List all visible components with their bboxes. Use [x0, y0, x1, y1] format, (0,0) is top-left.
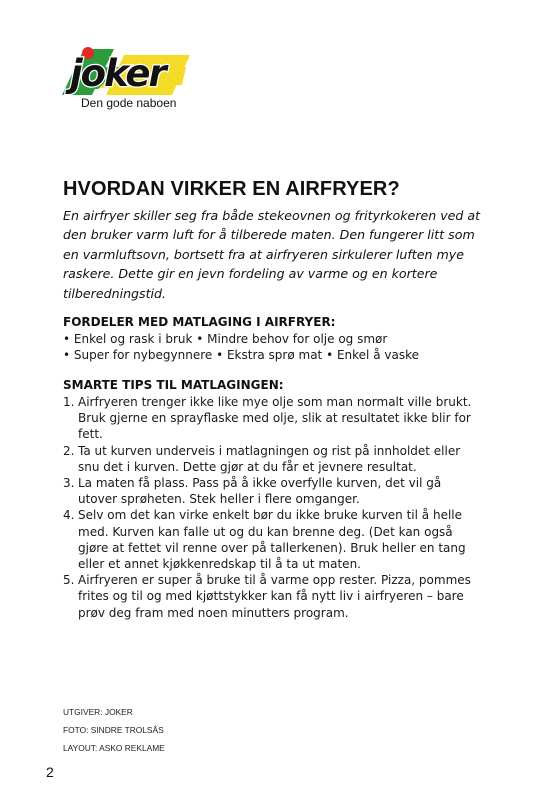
credit-photo: FOTO: SINDRE TROLSÅS	[63, 725, 164, 735]
benefits-line: • Super for nybegynnere • Ekstra sprø mat • Enkel å vaske	[63, 348, 419, 362]
tip-item	[63, 394, 483, 443]
page-number: 2	[46, 764, 54, 780]
brand-tagline: Den gode naboen	[81, 96, 177, 110]
article-intro: En airfryer skiller seg fra både stekeovnen og frityrkokeren ved at den bruker varm luft for å tilberede maten. Den fungerer litt som en varmluftsovn, bortsett fra at airfryeren sirkulerer luften mye raskere. Dette gir en jevn fordeling av varme og en kortere tilberedningstid.	[63, 208, 481, 301]
tips-list	[63, 394, 483, 621]
tip-text: Airfryeren trenger ikke like mye olje som man normalt ville brukt. Bruk gjerne en sprayflaske med olje, slik at resultatet ikke blir for fett.	[78, 395, 472, 442]
benefits-line: • Enkel og rask i bruk • Mindre behov for olje og smør	[63, 332, 388, 346]
tip-item	[63, 443, 483, 475]
tip-number: 2.	[63, 443, 75, 458]
tip-text: Selv om det kan virke enkelt bør du ikke bruke kurven til å helle med. Kurven kan falle ut og du kan brenne deg. (Det kan også gjøre at fettet vil renne over på tallerkenen). Bruk heller en tang eller et annet kjøkkenredskap til å ta ut maten.	[78, 508, 466, 572]
benefits-section	[63, 314, 483, 363]
tip-text: La maten få plass. Pass på å ikke overfylle kurven, det vil gå utover sprøheten. Stek heller i flere omganger.	[78, 476, 442, 507]
tip-number: 1.	[63, 395, 75, 409]
credit-layout: LAYOUT: ASKO REKLAME	[63, 743, 165, 753]
tip-number: 5.	[63, 573, 75, 588]
tip-number: 4.	[63, 508, 75, 523]
joker-logo-mark	[62, 45, 194, 97]
tip-item	[63, 507, 483, 572]
logo-wordmark: joker	[70, 52, 165, 95]
tips-heading: SMARTE TIPS TIL MATLAGINGEN:	[63, 378, 284, 392]
tip-text: Ta ut kurven underveis i matlagningen og rist på innholdet eller snu det i kurven. Dette gjør at du får et jevnere resultat.	[78, 443, 461, 474]
tip-text: Airfryeren er super å bruke til å varme opp rester. Pizza, pommes frites og til og med kjøttstykker kan få nytt liv i airfryeren – bare prøv deg fram med noen minutters program.	[78, 573, 471, 620]
tip-item	[63, 572, 483, 621]
tips-section	[63, 377, 483, 621]
tip-item	[63, 475, 483, 507]
credit-publisher: UTGIVER: JOKER	[63, 707, 133, 717]
credits	[63, 703, 165, 757]
benefits-heading: FORDELER MED MATLAGING I AIRFRYER:	[63, 315, 336, 329]
tip-number: 3.	[63, 476, 75, 491]
article-title: HVORDAN VIRKER EN AIRFRYER?	[63, 178, 400, 200]
